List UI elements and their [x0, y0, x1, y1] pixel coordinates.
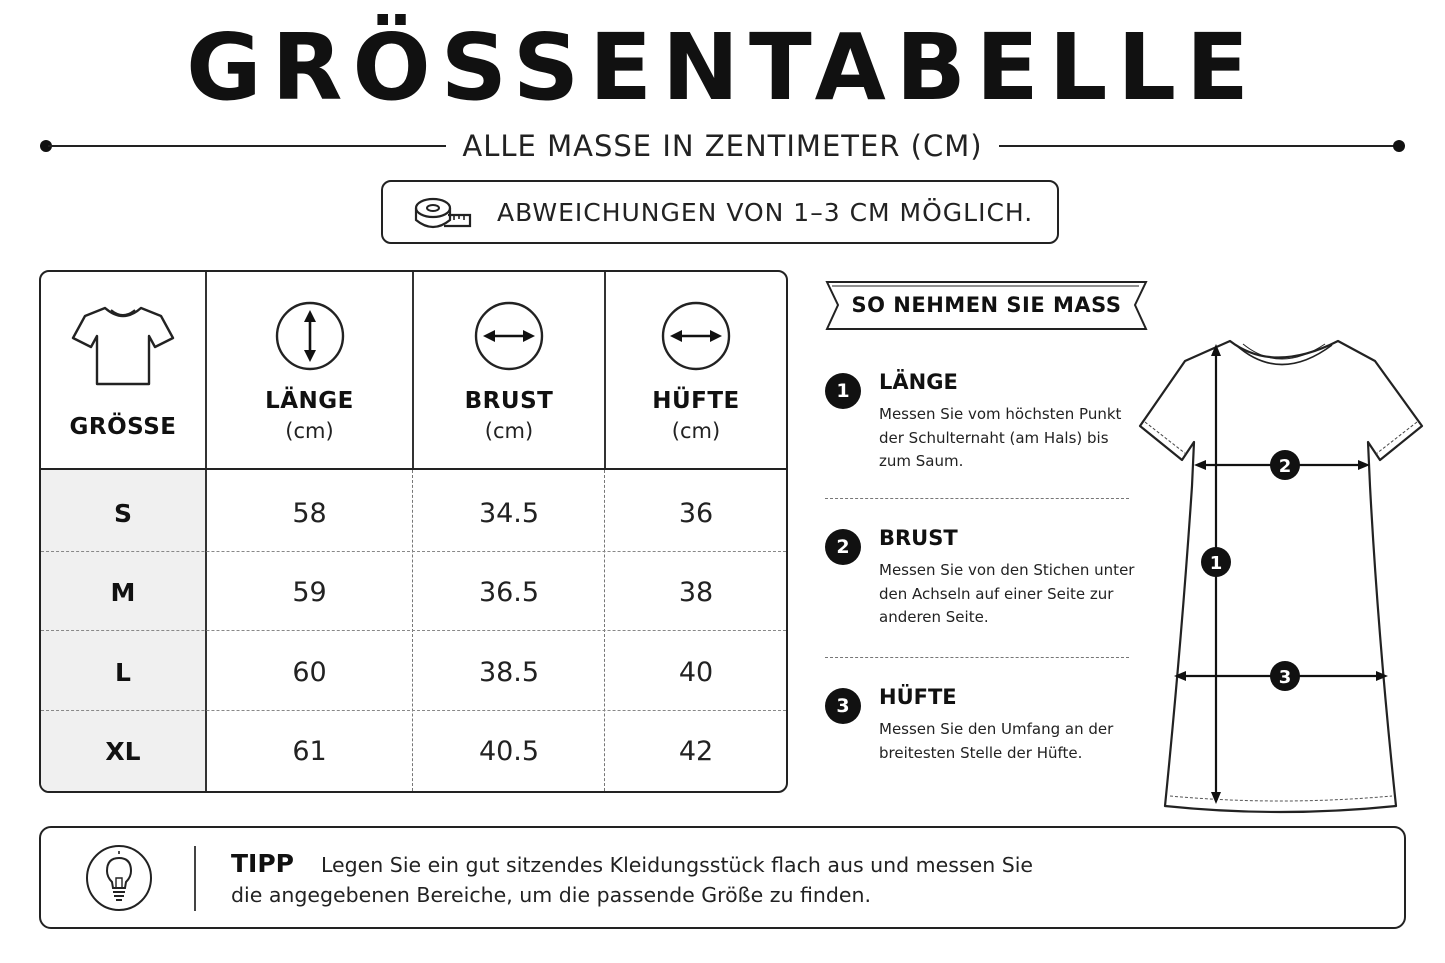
- cell-size: S: [113, 499, 132, 528]
- header-label: BRUST: [464, 388, 554, 414]
- header-hip: [606, 272, 786, 468]
- tip-text: Legen Sie ein gut sitzendes Kleidungsstück flach aus und messen Sie die angegebenen Bereiche, um die passende Größe zu finden.: [231, 853, 1034, 907]
- marker-label: 3: [1278, 667, 1292, 688]
- step-separator: [825, 498, 1129, 499]
- tip-label: TIPP: [231, 849, 295, 878]
- step-title: BRUST: [879, 526, 958, 550]
- dress-neckline: [1236, 345, 1332, 365]
- sleeve-hem: [1145, 422, 1417, 454]
- step-title: LÄNGE: [879, 370, 958, 394]
- measuring-tape-icon: [413, 194, 473, 234]
- cell-chest: 40.5: [478, 736, 540, 767]
- page-title: GRÖSSENTABELLE: [186, 14, 1259, 121]
- header-label: LÄNGE: [265, 388, 354, 414]
- tip-divider: [194, 846, 196, 911]
- tip-box: [39, 826, 1406, 929]
- cell-length: 59: [292, 577, 327, 608]
- step-number: 2: [825, 529, 861, 565]
- size-table: [39, 270, 788, 793]
- marker-length: [1201, 547, 1231, 577]
- dress-outline: [1140, 341, 1422, 812]
- divider-dot-right: [1393, 140, 1405, 152]
- cell-size: XL: [105, 737, 141, 766]
- step-title: HÜFTE: [879, 685, 957, 709]
- header-length: [207, 272, 412, 468]
- step-description: Messen Sie vom höchsten Punkt der Schulternaht (am Hals) bis zum Saum.: [879, 405, 1122, 470]
- cell-hip: 42: [678, 736, 714, 767]
- cell-hip: 36: [678, 498, 714, 529]
- tshirt-icon: [71, 302, 175, 388]
- cell-hip: 38: [678, 577, 714, 608]
- step-number: 3: [825, 688, 861, 724]
- cell-length: 61: [292, 736, 327, 767]
- header-label: HÜFTE: [652, 388, 740, 414]
- header-size: [41, 272, 205, 468]
- cell-length: 60: [292, 657, 327, 688]
- cell-chest: 38.5: [478, 657, 540, 688]
- vertical-arrow-icon: [274, 300, 346, 372]
- divider-line-left: [48, 145, 446, 147]
- step-description: Messen Sie von den Stichen unter den Achseln auf einer Seite zur anderen Seite.: [879, 561, 1135, 626]
- marker-label: 2: [1278, 456, 1292, 477]
- dress-hem: [1170, 796, 1392, 801]
- cell-hip: 40: [678, 657, 714, 688]
- header-unit: (cm): [285, 419, 334, 443]
- subtitle: ALLE MASSE IN ZENTIMETER (CM): [462, 129, 983, 163]
- header-unit: (cm): [671, 419, 721, 443]
- cell-size: M: [110, 578, 136, 607]
- lightbulb-icon: [85, 844, 153, 912]
- marker-hip: [1270, 661, 1300, 691]
- cell-chest: 36.5: [478, 577, 540, 608]
- marker-chest: [1270, 450, 1300, 480]
- tolerance-note-text: ABWEICHUNGEN VON 1–3 CM MÖGLICH.: [497, 198, 1034, 227]
- cell-size: L: [115, 658, 131, 687]
- header-label: GRÖSSE: [69, 414, 177, 440]
- header-divider: [41, 468, 786, 470]
- horizontal-arrow-icon: [473, 300, 545, 372]
- step-description: Messen Sie den Umfang an der breitesten Stelle der Hüfte.: [879, 720, 1114, 762]
- how-to-measure-ribbon: [825, 280, 1148, 331]
- horizontal-arrow-icon: [660, 300, 732, 372]
- step-number: 1: [825, 373, 861, 409]
- marker-label: 1: [1209, 553, 1223, 574]
- how-to-measure-title: SO NEHMEN SIE MASS: [851, 293, 1122, 317]
- cell-chest: 34.5: [478, 498, 540, 529]
- cell-length: 58: [292, 498, 327, 529]
- header-unit: (cm): [484, 419, 534, 443]
- divider-line-right: [999, 145, 1397, 147]
- step-separator: [825, 657, 1129, 658]
- subtitle-row: [40, 126, 1405, 166]
- header-chest: [414, 272, 604, 468]
- dress-measurement-diagram: [1130, 336, 1430, 816]
- tolerance-note: [381, 180, 1059, 244]
